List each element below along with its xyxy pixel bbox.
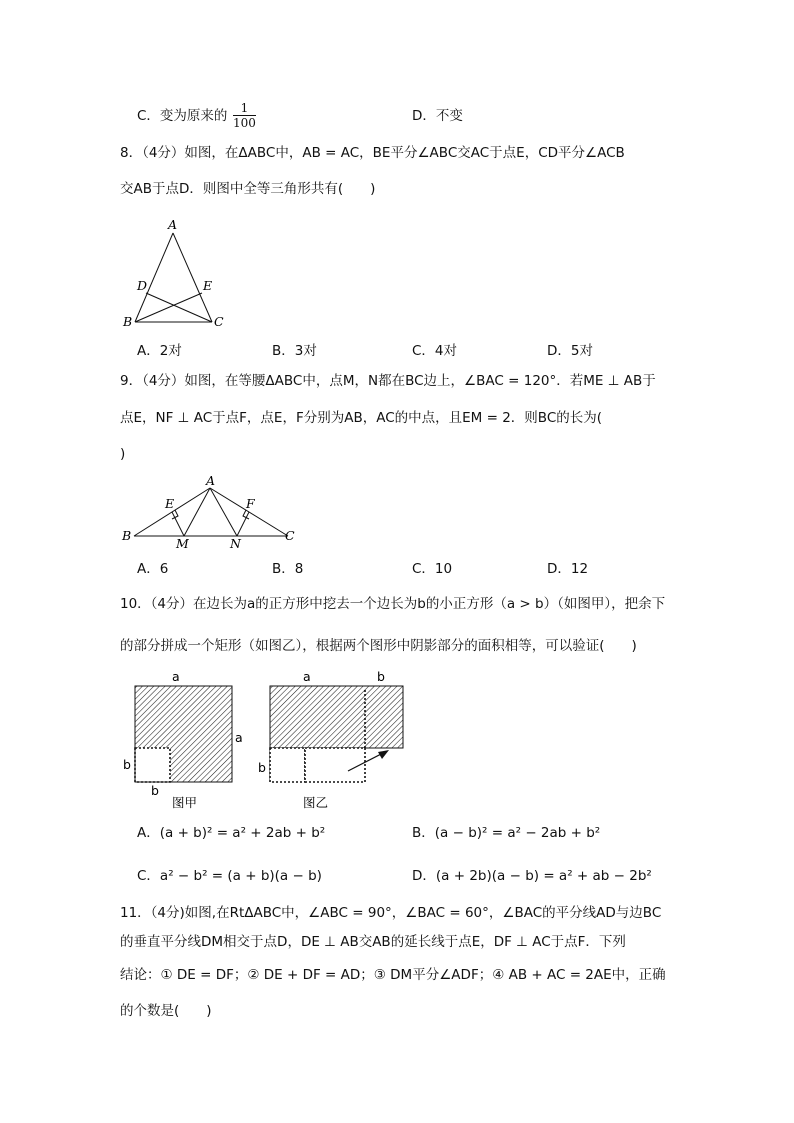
- q9-label-c: C: [285, 528, 295, 543]
- figure-jia: [135, 686, 232, 782]
- q10-stem-line2: 的部分拼成一个矩形（如图乙），根据两个图形中阴影部分的面积相等，可以验证( ): [120, 638, 637, 654]
- q10-figures: [115, 668, 415, 813]
- q8-stem-line1: 8．（4分）如图，在ΔABC中，AB = AC，BE平分∠ABC交AC于点E，CD平分∠ACB: [120, 145, 625, 161]
- fig2-label-left-b: b: [258, 760, 266, 775]
- fig1-label-bottom-b: b: [151, 783, 159, 798]
- q8-option-a: A．2对: [137, 343, 182, 359]
- q11-stem-line1: 11．（4分)如图,在RtΔABC中，∠ABC = 90°，∠BAC = 60°，∠BAC的平分线AD与边BC: [120, 905, 662, 921]
- q9-label-e: E: [165, 496, 175, 511]
- fig2-label-top-b: b: [377, 669, 385, 684]
- q9-stem-line2: 点E，NF ⊥ AC于点F，点E，F分别为AB，AC的中点，且EM = 2．则BC的长为(: [120, 410, 603, 426]
- q8-label-c: C: [214, 314, 224, 329]
- q10-option-c: C．a² − b² = (a + b)(a − b): [137, 868, 322, 884]
- fraction-denominator: 100: [233, 116, 256, 130]
- fig1-label-top-a: a: [172, 669, 180, 684]
- q8-label-b: B: [123, 314, 133, 329]
- q7-option-c: [137, 108, 227, 124]
- q9-stem-line3: ): [120, 446, 126, 462]
- q8-label-d: D: [137, 278, 148, 293]
- q8-triangle-figure: [115, 213, 240, 333]
- fig1-label-right-a: a: [235, 730, 243, 745]
- q7-option-c-prefix: C．变为原来的: [137, 108, 228, 124]
- q9-label-m: M: [176, 536, 189, 551]
- q9-label-b: B: [122, 528, 132, 543]
- q11-stem-line3: 结论：① DE = DF；② DE + DF = AD；③ DM平分∠ADF；④ AB + AC = 2AE中，正确: [120, 967, 666, 983]
- q8-option-c: C．4对: [412, 343, 458, 359]
- fig1-label-left-b: b: [123, 757, 131, 772]
- fig1-caption: 图甲: [172, 795, 198, 810]
- q9-option-c: C．10: [412, 561, 453, 577]
- q8-stem-line2: 交AB于点D．则图中全等三角形共有( ): [120, 181, 376, 197]
- q9-label-a: A: [206, 473, 216, 488]
- q9-option-b: B．8: [272, 561, 304, 577]
- fig2-label-top-a: a: [303, 669, 311, 684]
- q11-stem-line4: 的个数是( ): [120, 1003, 212, 1019]
- q9-label-f: F: [246, 496, 255, 511]
- q9-option-a: A．6: [137, 561, 169, 577]
- figure-yi: [270, 686, 403, 782]
- q9-option-d: D．12: [547, 561, 589, 577]
- q10-stem-line1: 10．（4分）在边长为a的正方形中挖去一个边长为b的小正方形（a > b）（如图甲），把余下: [120, 596, 666, 612]
- q9-label-n: N: [230, 536, 241, 551]
- q8-option-b: B．3对: [272, 343, 317, 359]
- q11-stem-line2: 的垂直平分线DM相交于点D，DE ⊥ AB交AB的延长线于点E，DF ⊥ AC于点F．下列: [120, 934, 626, 950]
- q9-stem-line1: 9．（4分）如图，在等腰ΔABC中，点M，N都在BC边上，∠BAC = 120°．若ME ⊥ AB于: [120, 373, 656, 389]
- q10-option-a: A．(a + b)² = a² + 2ab + b²: [137, 825, 326, 841]
- q10-option-b: B．(a − b)² = a² − 2ab + b²: [412, 825, 601, 841]
- q7-option-d: D．不变: [412, 108, 463, 124]
- fig2-caption: 图乙: [303, 795, 329, 810]
- q8-label-e: E: [203, 278, 213, 293]
- q7-option-c-fraction: [233, 101, 256, 130]
- q8-label-a: A: [168, 217, 178, 232]
- fraction-numerator: 1: [233, 101, 256, 116]
- q9-triangle-figure: [118, 473, 308, 551]
- q10-option-d: D．(a + 2b)(a − b) = a² + ab − 2b²: [412, 868, 652, 884]
- q8-option-d: D．5对: [547, 343, 593, 359]
